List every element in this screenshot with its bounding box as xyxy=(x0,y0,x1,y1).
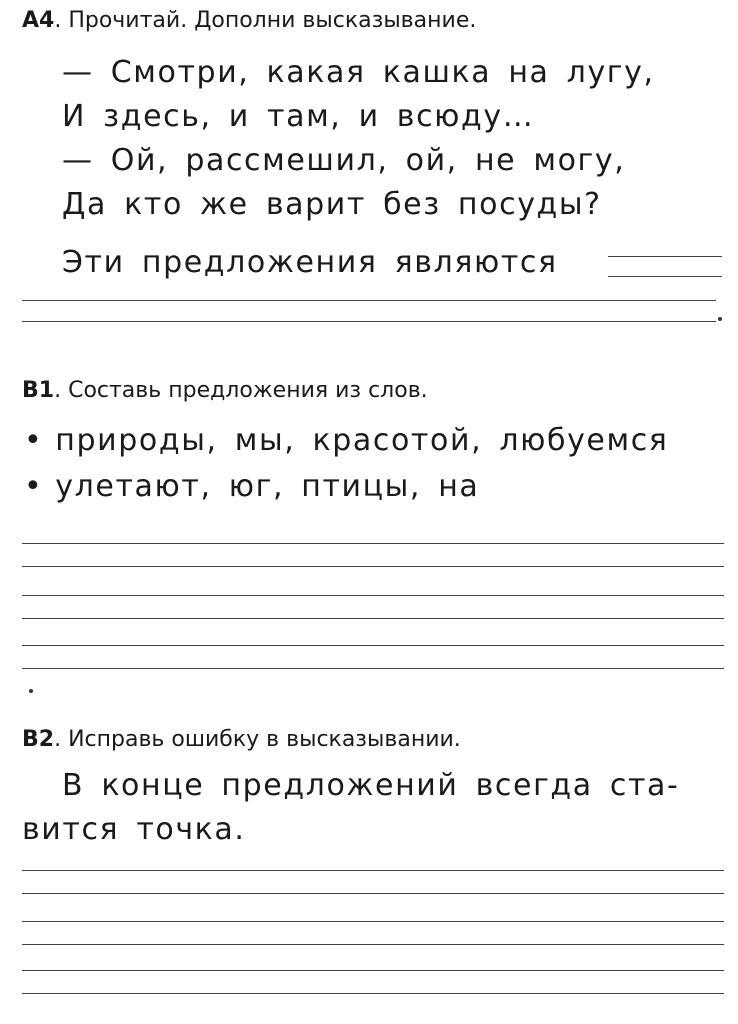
task-b2-heading: B2. Исправь ошибку в высказывании. xyxy=(22,727,461,752)
answer-line[interactable] xyxy=(22,543,724,544)
answer-line[interactable] xyxy=(22,870,724,871)
poem-line-4: Да кто же варит без посуды? xyxy=(62,187,602,222)
answer-line[interactable] xyxy=(22,645,724,646)
period-mark xyxy=(29,689,33,693)
word-set-2: • улетают, юг, птицы, на xyxy=(24,469,479,504)
poem-line-1: — Смотри, какая кашка на лугу, xyxy=(62,55,655,90)
answer-line[interactable] xyxy=(22,566,724,567)
task-a4-number: A4 xyxy=(22,8,55,33)
answer-line[interactable] xyxy=(22,993,724,994)
completion-prompt: Эти предложения являются xyxy=(62,245,558,280)
task-a4-heading: A4. Прочитай. Дополни высказывание. xyxy=(22,8,477,33)
answer-line[interactable] xyxy=(22,944,724,945)
answer-line[interactable] xyxy=(22,893,724,894)
task-b1-number: B1 xyxy=(22,378,55,403)
task-b2-number: B2 xyxy=(22,727,55,752)
task-b1-heading: B1. Составь предложения из слов. xyxy=(22,378,428,403)
answer-line[interactable] xyxy=(22,300,716,301)
word-set-1: • природы, мы, красотой, любуемся xyxy=(24,423,668,458)
answer-line[interactable] xyxy=(22,321,716,322)
poem-line-2: И здесь, и там, и всюду… xyxy=(62,99,535,134)
statement-line-2: вится точка. xyxy=(22,812,246,847)
answer-line[interactable] xyxy=(22,618,724,619)
task-b2-instruction: Исправь ошибку в высказывании. xyxy=(68,727,461,752)
answer-line[interactable] xyxy=(22,970,724,971)
answer-line[interactable] xyxy=(22,595,724,596)
task-a4-instruction: Прочитай. Дополни высказывание. xyxy=(68,8,477,33)
answer-line[interactable] xyxy=(22,921,724,922)
answer-line[interactable] xyxy=(608,256,722,257)
answer-line[interactable] xyxy=(608,276,722,277)
task-b1-instruction: Составь предложения из слов. xyxy=(68,378,428,403)
answer-line[interactable] xyxy=(22,668,724,669)
statement-line-1: В конце предложений всегда ста- xyxy=(62,768,680,803)
poem-line-3: — Ой, рассмешил, ой, не могу, xyxy=(62,143,626,178)
period-mark xyxy=(718,317,722,321)
